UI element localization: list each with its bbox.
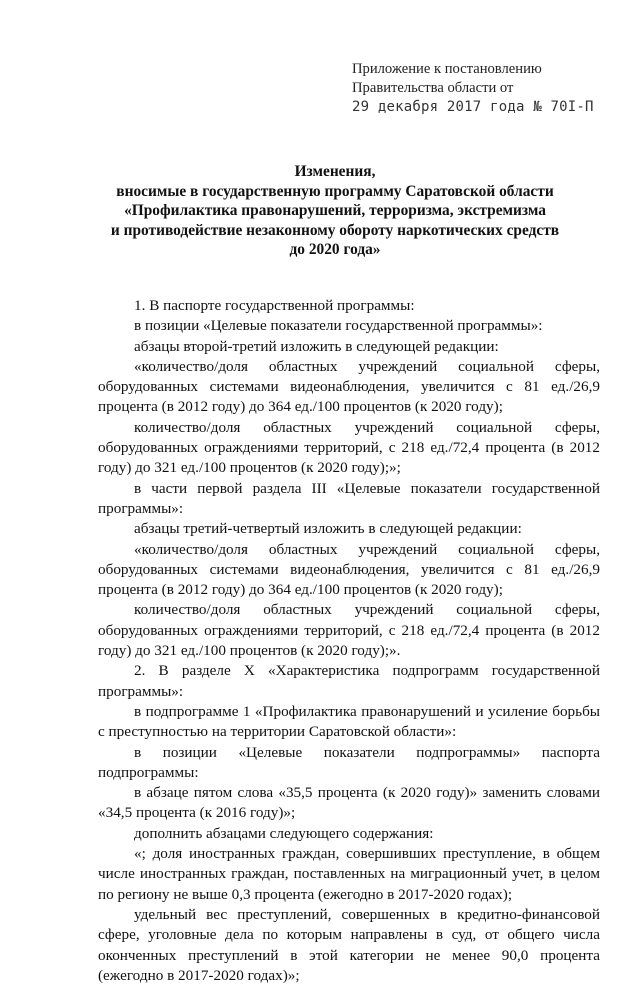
title-line-5: до 2020 года» bbox=[289, 241, 381, 259]
paragraph: удельный вес преступлений, совершенных в кредитно-финансовой сфере, уголовные дела по которым направлены в суд, от общего числа оконченных преступлений в этой категории не менее 90,0 процента (ежегодно в 2017-2020 годах)»; bbox=[98, 905, 600, 984]
paragraph: в части первой раздела III «Целевые показатели государственной программы»: bbox=[98, 479, 600, 517]
approval-line-3: 29 декабря 2017 года № 70I-П bbox=[352, 99, 594, 115]
paragraph: «количество/доля областных учреждений социальной сферы, оборудованных системами видеонаблюдения, увеличится с 81 ед./26,9 процента (в 2012 году) до 364 ед./100 процентов (к 2020 году); bbox=[98, 540, 600, 599]
title-line-2: вносимые в государственную программу Саратовской области bbox=[116, 182, 554, 200]
paragraph: в позиции «Целевые показатели подпрограммы» паспорта подпрограммы: bbox=[98, 743, 600, 781]
approval-line-1: Приложение к постановлению bbox=[352, 61, 542, 77]
paragraph: «; доля иностранных граждан, совершивших преступление, в общем числе иностранных граждан, поставленных на миграционный учет, в целом по региону не выше 0,3 процента (ежегодно в 2017-2020 годах); bbox=[98, 845, 600, 903]
paragraph: количество/доля областных учреждений социальной сферы, оборудованных ограждениями территорий, с 218 ед./72,4 процента (в 2012 году) до 321 ед./100 процентов (к 2020 году);»; bbox=[98, 418, 600, 477]
title-line-3: «Профилактика правонарушений, терроризма, экстремизма bbox=[124, 202, 546, 220]
paragraph: «количество/доля областных учреждений социальной сферы, оборудованных системами видеонаблюдения, увеличится с 81 ед./26,9 процента (в 2012 году) до 364 ед./100 процентов (к 2020 году); bbox=[98, 357, 600, 416]
approval-block bbox=[352, 60, 622, 117]
document-body bbox=[98, 296, 600, 986]
paragraph: 1. В паспорте государственной программы: bbox=[134, 297, 415, 314]
approval-line-2: Правительства области от bbox=[352, 80, 514, 96]
title-line-4: и противодействие незаконному обороту наркотических средств bbox=[110, 221, 560, 239]
paragraph: в позиции «Целевые показатели государственной программы»: bbox=[134, 317, 543, 335]
paragraph: количество/доля областных учреждений социальной сферы, оборудованных ограждениями территорий, с 218 ед./72,4 процента (в 2012 году) до 321 ед./100 процентов (к 2020 году);». bbox=[98, 601, 600, 660]
paragraph: в абзаце пятом слова «35,5 процента (к 2020 году)» заменить словами «34,5 процента (к 2016 году)»; bbox=[98, 784, 600, 822]
paragraph: дополнить абзацами следующего содержания: bbox=[134, 824, 434, 842]
document-title bbox=[80, 162, 590, 260]
title-line-1: Изменения, bbox=[294, 163, 376, 180]
paragraph: абзацы второй-третий изложить в следующей редакции: bbox=[134, 337, 499, 355]
paragraph: в подпрограмме 1 «Профилактика правонарушений и усиление борьбы с преступностью на территории Саратовской области»: bbox=[98, 702, 600, 741]
paragraph: 2. В разделе X «Характеристика подпрограмм государственной программы»: bbox=[98, 662, 600, 700]
paragraph: абзацы третий-четвертый изложить в следующей редакции: bbox=[134, 520, 522, 538]
